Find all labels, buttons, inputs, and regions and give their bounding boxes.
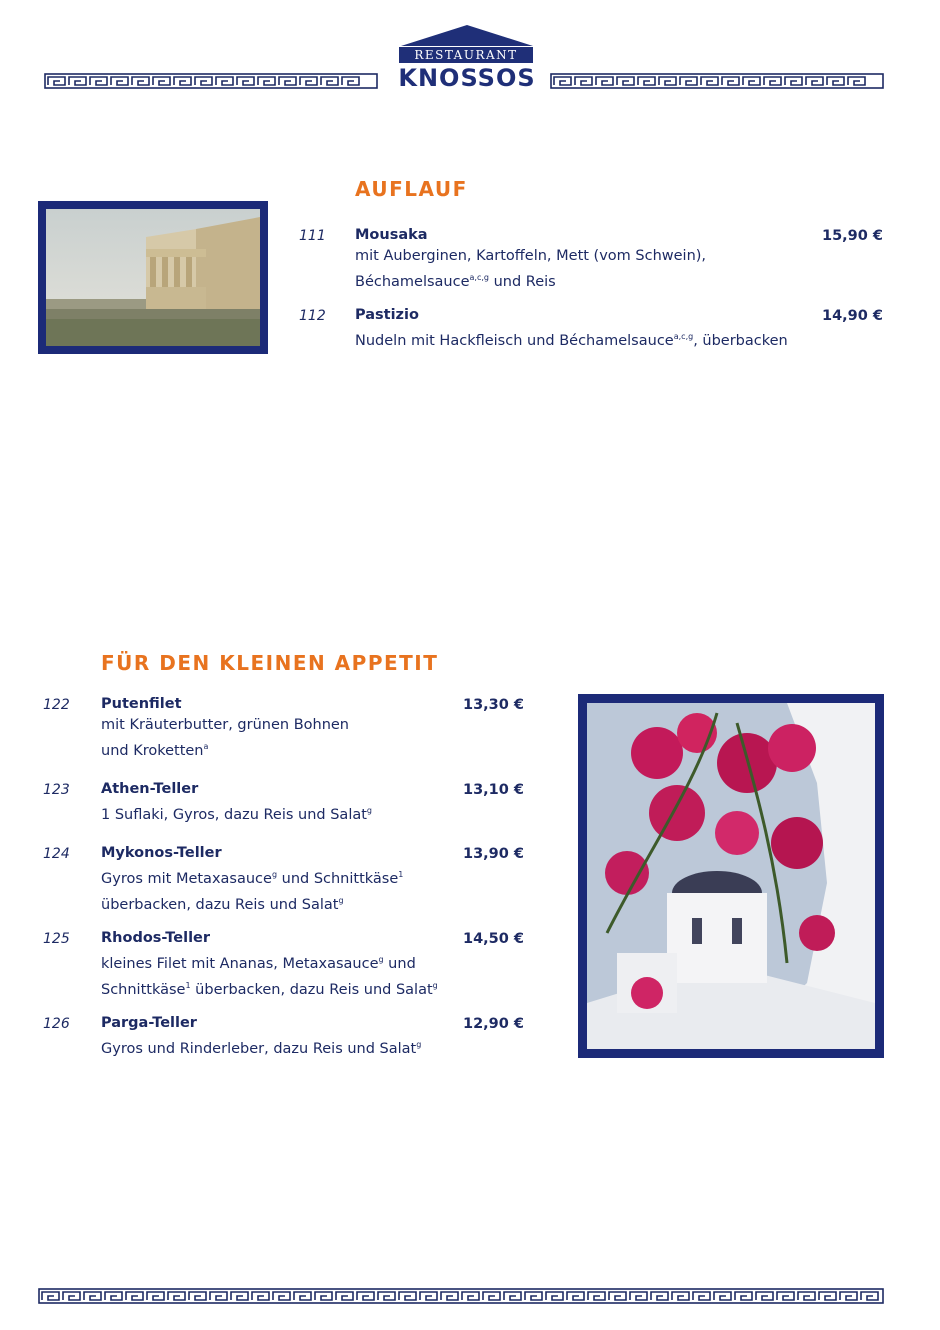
greek-key-border-top-right — [550, 73, 884, 89]
logo-restaurant-text: RESTAURANT — [399, 47, 533, 63]
section-title-auflauf: AUFLAUF — [355, 177, 468, 201]
item-description: Gyros und Rinderleber, dazu Reis und Salat$^g$ — [101, 1040, 422, 1057]
item-name: Parga-Teller — [101, 1015, 197, 1031]
item-number: 124 — [43, 846, 70, 862]
item-number: 123 — [43, 782, 70, 798]
item-number: 125 — [43, 931, 70, 947]
section-title-kleiner-appetit: FÜR DEN KLEINEN APPETIT — [101, 651, 439, 675]
item-price: 13,90 € — [462, 846, 524, 862]
item-price: 14,90 € — [821, 308, 883, 324]
item-price: 14,50 € — [462, 931, 524, 947]
restaurant-logo — [395, 22, 539, 94]
item-description: Nudeln mit Hackfleisch und Béchamelsauce$^{a,c,g}$, überbacken — [355, 332, 788, 349]
item-name: Mousaka — [355, 227, 428, 243]
item-name: Athen-Teller — [101, 781, 199, 797]
menu-item-athen-teller — [101, 779, 451, 826]
item-price: 15,90 € — [821, 228, 883, 244]
menu-item-mykonos-teller — [101, 843, 451, 916]
greek-key-border-top-left — [44, 73, 378, 89]
menu-item-parga-teller — [101, 1013, 451, 1060]
item-price: 13,30 € — [462, 697, 524, 713]
item-name: Putenfilet — [101, 696, 182, 712]
item-description: kleines Filet mit Ananas, Metaxasauce$^g$ und — [101, 955, 416, 972]
item-description: mit Kräuterbutter, grünen Bohnen — [101, 717, 350, 733]
greek-chapel-photo — [578, 694, 884, 1058]
item-price: 12,90 € — [462, 1016, 524, 1032]
item-description: Schnittkäse$^1$ überbacken, dazu Reis und Salat$^g$ — [101, 980, 438, 998]
item-number: 122 — [43, 697, 70, 713]
item-name: Rhodos-Teller — [101, 930, 211, 946]
item-number: 126 — [43, 1016, 70, 1032]
menu-item-rhodos-teller — [101, 928, 461, 1001]
menu-item-pastizio — [355, 305, 805, 352]
acropolis-photo — [38, 201, 268, 354]
item-description: Gyros mit Metaxasauce$^g$ und Schnittkäse$^1$ — [101, 870, 404, 887]
item-name: Pastizio — [355, 307, 419, 323]
item-number: 111 — [299, 228, 326, 244]
greek-key-border-bottom — [38, 1288, 884, 1304]
menu-item-putenfilet — [101, 694, 451, 762]
menu-item-mousaka — [355, 225, 795, 293]
item-description: Béchamelsauce$^{a,c,g}$ und Reis — [355, 273, 556, 290]
item-description: überbacken, dazu Reis und Salat$^g$ — [101, 895, 344, 913]
temple-roof-icon — [395, 22, 539, 48]
logo-knossos-text: KNOSSOS — [398, 64, 536, 92]
item-description: mit Auberginen, Kartoffeln, Mett (vom Schwein), — [355, 248, 707, 264]
item-number: 112 — [299, 308, 326, 324]
item-description: und Kroketten$^a$ — [101, 742, 209, 759]
item-name: Mykonos-Teller — [101, 845, 222, 861]
item-price: 13,10 € — [462, 782, 524, 798]
item-description: 1 Suflaki, Gyros, dazu Reis und Salat$^g$ — [101, 806, 372, 823]
